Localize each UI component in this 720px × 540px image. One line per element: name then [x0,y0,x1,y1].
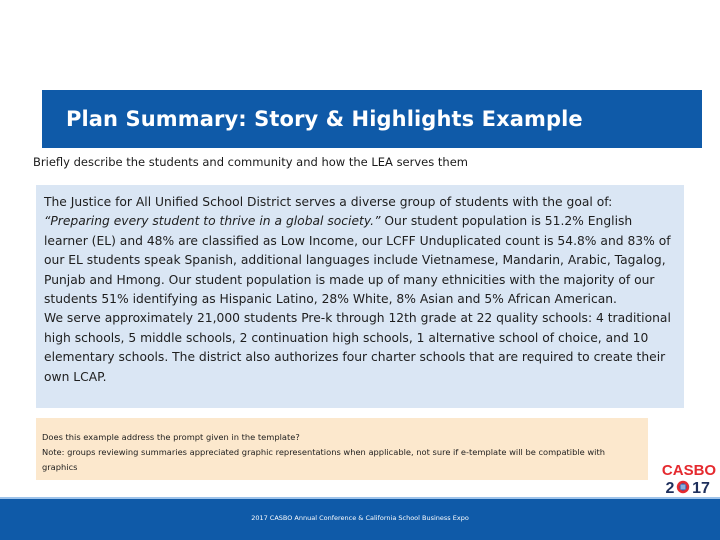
logo-name: CASBO [661,462,717,479]
story-paragraph-1 [44,193,676,309]
title-banner [42,90,702,148]
story-quote: “Preparing every student to thrive in a global society.” [44,214,381,229]
logo-year-prefix: 2 [665,480,675,496]
story-rest: Our student population is 51.2% English learner (EL) and 48% are classified as Low Income, our LCFF Unduplicated count is 54.8% and 83% of our EL students speak Spanish, additional languages include Vietnamese, Mandarin, Arabic, Tagalog, Punjab and Hmong. Our student population is made up of many ethnicities with the majority of our students 51% identifying as Hispanic Latino, 28% White, 8% Asian and 5% African American. [44,214,671,307]
story-paragraph-2: We serve approximately 21,000 students Pre-k through 12th grade at 22 quality schools: 4 traditional high schools, 5 middle schools, 2 continuation high schools, 1 alternative school of choice, and 10 elementary schools. The district also authorizes four charter schools that are required to create their own LCAP. [44,311,671,384]
story-intro: The Justice for All Unified School District serves a diverse group of students with the goal of: [44,195,613,209]
footer-text: 2017 CASBO Annual Conference & California School Business Expo [251,514,469,522]
footer-divider [0,497,720,499]
logo-year-suffix: 17 [692,480,710,496]
note-detail: Note: groups reviewing summaries appreciated graphic representations when applicable, not sure if e-template will be compatible with graphics [42,447,606,472]
note-question: Does this example address the prompt given in the template? [42,432,300,442]
story-box [36,185,684,408]
footer-bar [0,497,720,540]
logo-globe-highlight [681,485,686,490]
note-box [36,418,648,480]
page-title: Plan Summary: Story & Highlights Example [66,107,583,131]
casbo-2017-logo [660,460,718,496]
prompt-text: Briefly describe the students and community and how the LEA serves them [33,155,468,169]
